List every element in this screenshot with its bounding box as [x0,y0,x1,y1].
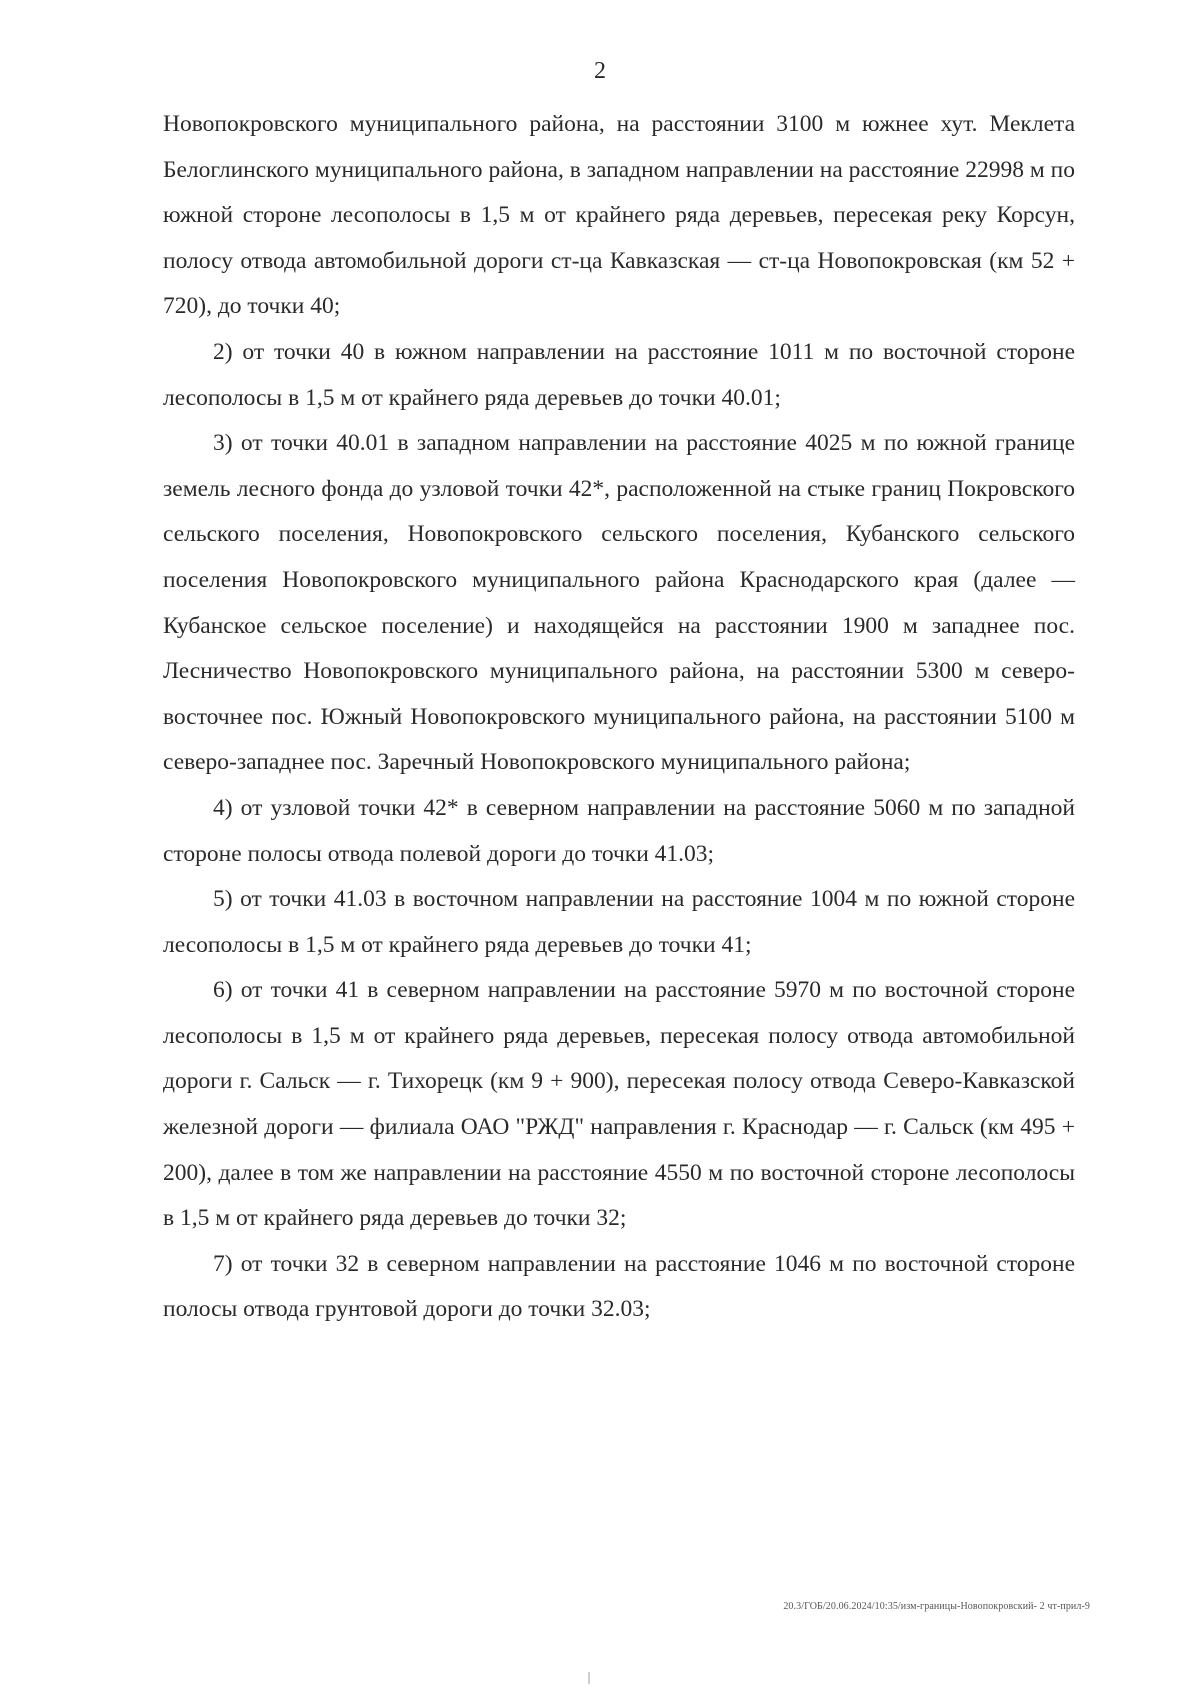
page-number: 2 [594,58,606,84]
paragraph-item-5: 5) от точки 41.03 в восточном направлении на расстояние 1004 м по южной стороне лесополосы в 1,5 м от крайнего ряда деревьев до точки 41; [163,886,1075,958]
paragraph-item-2: 2) от точки 40 в южном направлении на расстояние 1011 м по восточной стороне лесополосы в 1,5 м от крайнего ряда деревьев до точки 40.01; [163,338,1075,411]
paragraph-item-7: 7) от точки 32 в северном направлении на расстояние 1046 м по восточной стороне полосы отвода грунтовой дороги до точки 32.03; [163,1250,1075,1323]
paragraph-item-6: 6) от точки 41 в северном направлении на расстояние 5970 м по восточной стороне лесополосы в 1,5 м от крайнего ряда деревьев, пересекая полосу отвода автомобильной дороги г. Сальск — г. Тихорецк (км 9 + 900), пересекая полосу отвода Северо-Кавказской железной дороги — филиала ОАО "РЖД" направления г. Краснодар — г. Сальск (км 495 + 200), далее в том же направлении на расстояние 4550 м по восточной стороне лесополосы в 1,5 м от крайнего ряда деревьев до точки 32; [163,977,1075,1232]
paragraph-item-4: 4) от узловой точки 42* в северном направлении на расстояние 5060 м по западной стороне полосы отвода полевой дороги до точки 41.03; [163,794,1075,867]
paragraph-continuation: Новопокровского муниципального района, на расстоянии 3100 м южнее хут. Меклета Белоглинского муниципального района, в западном направлении на расстояние 22998 м по южной стороне лесополосы в 1,5 м от крайнего ряда деревьев, пересекая реку Корсун, полосу отвода автомобильной дороги ст-ца Кавказская — ст-ца Новопокровская (км 52 + 720), до точки 40; [163,111,1075,320]
document-footer-code: 20.3/ГОБ/20.06.2024/10:35/изм-границы-Новопокровский- 2 чт-прил-9 [783,1601,1090,1612]
document-body [163,102,1075,1333]
paragraph-item-3: 3) от точки 40.01 в западном направлении на расстояние 4025 м по южной границе земель лесного фонда до узловой точки 42*, расположенной на стыке границ Покровского сельского поселения, Новопокровского сельского поселения, Кубанского сельского поселения Новопокровского муниципального района Краснодарского края (далее — Кубанское сельское поселение) и находящейся на расстоянии 1900 м западнее пос. Лесничество Новопокровского муниципального района, на расстоянии 5300 м северо-восточнее пос. Южный Новопокровского муниципального района, на расстоянии 5100 м северо-западнее пос. Заречный Новопокровского муниципального района; [163,430,1075,776]
scan-artifact-mark [588,1672,590,1684]
